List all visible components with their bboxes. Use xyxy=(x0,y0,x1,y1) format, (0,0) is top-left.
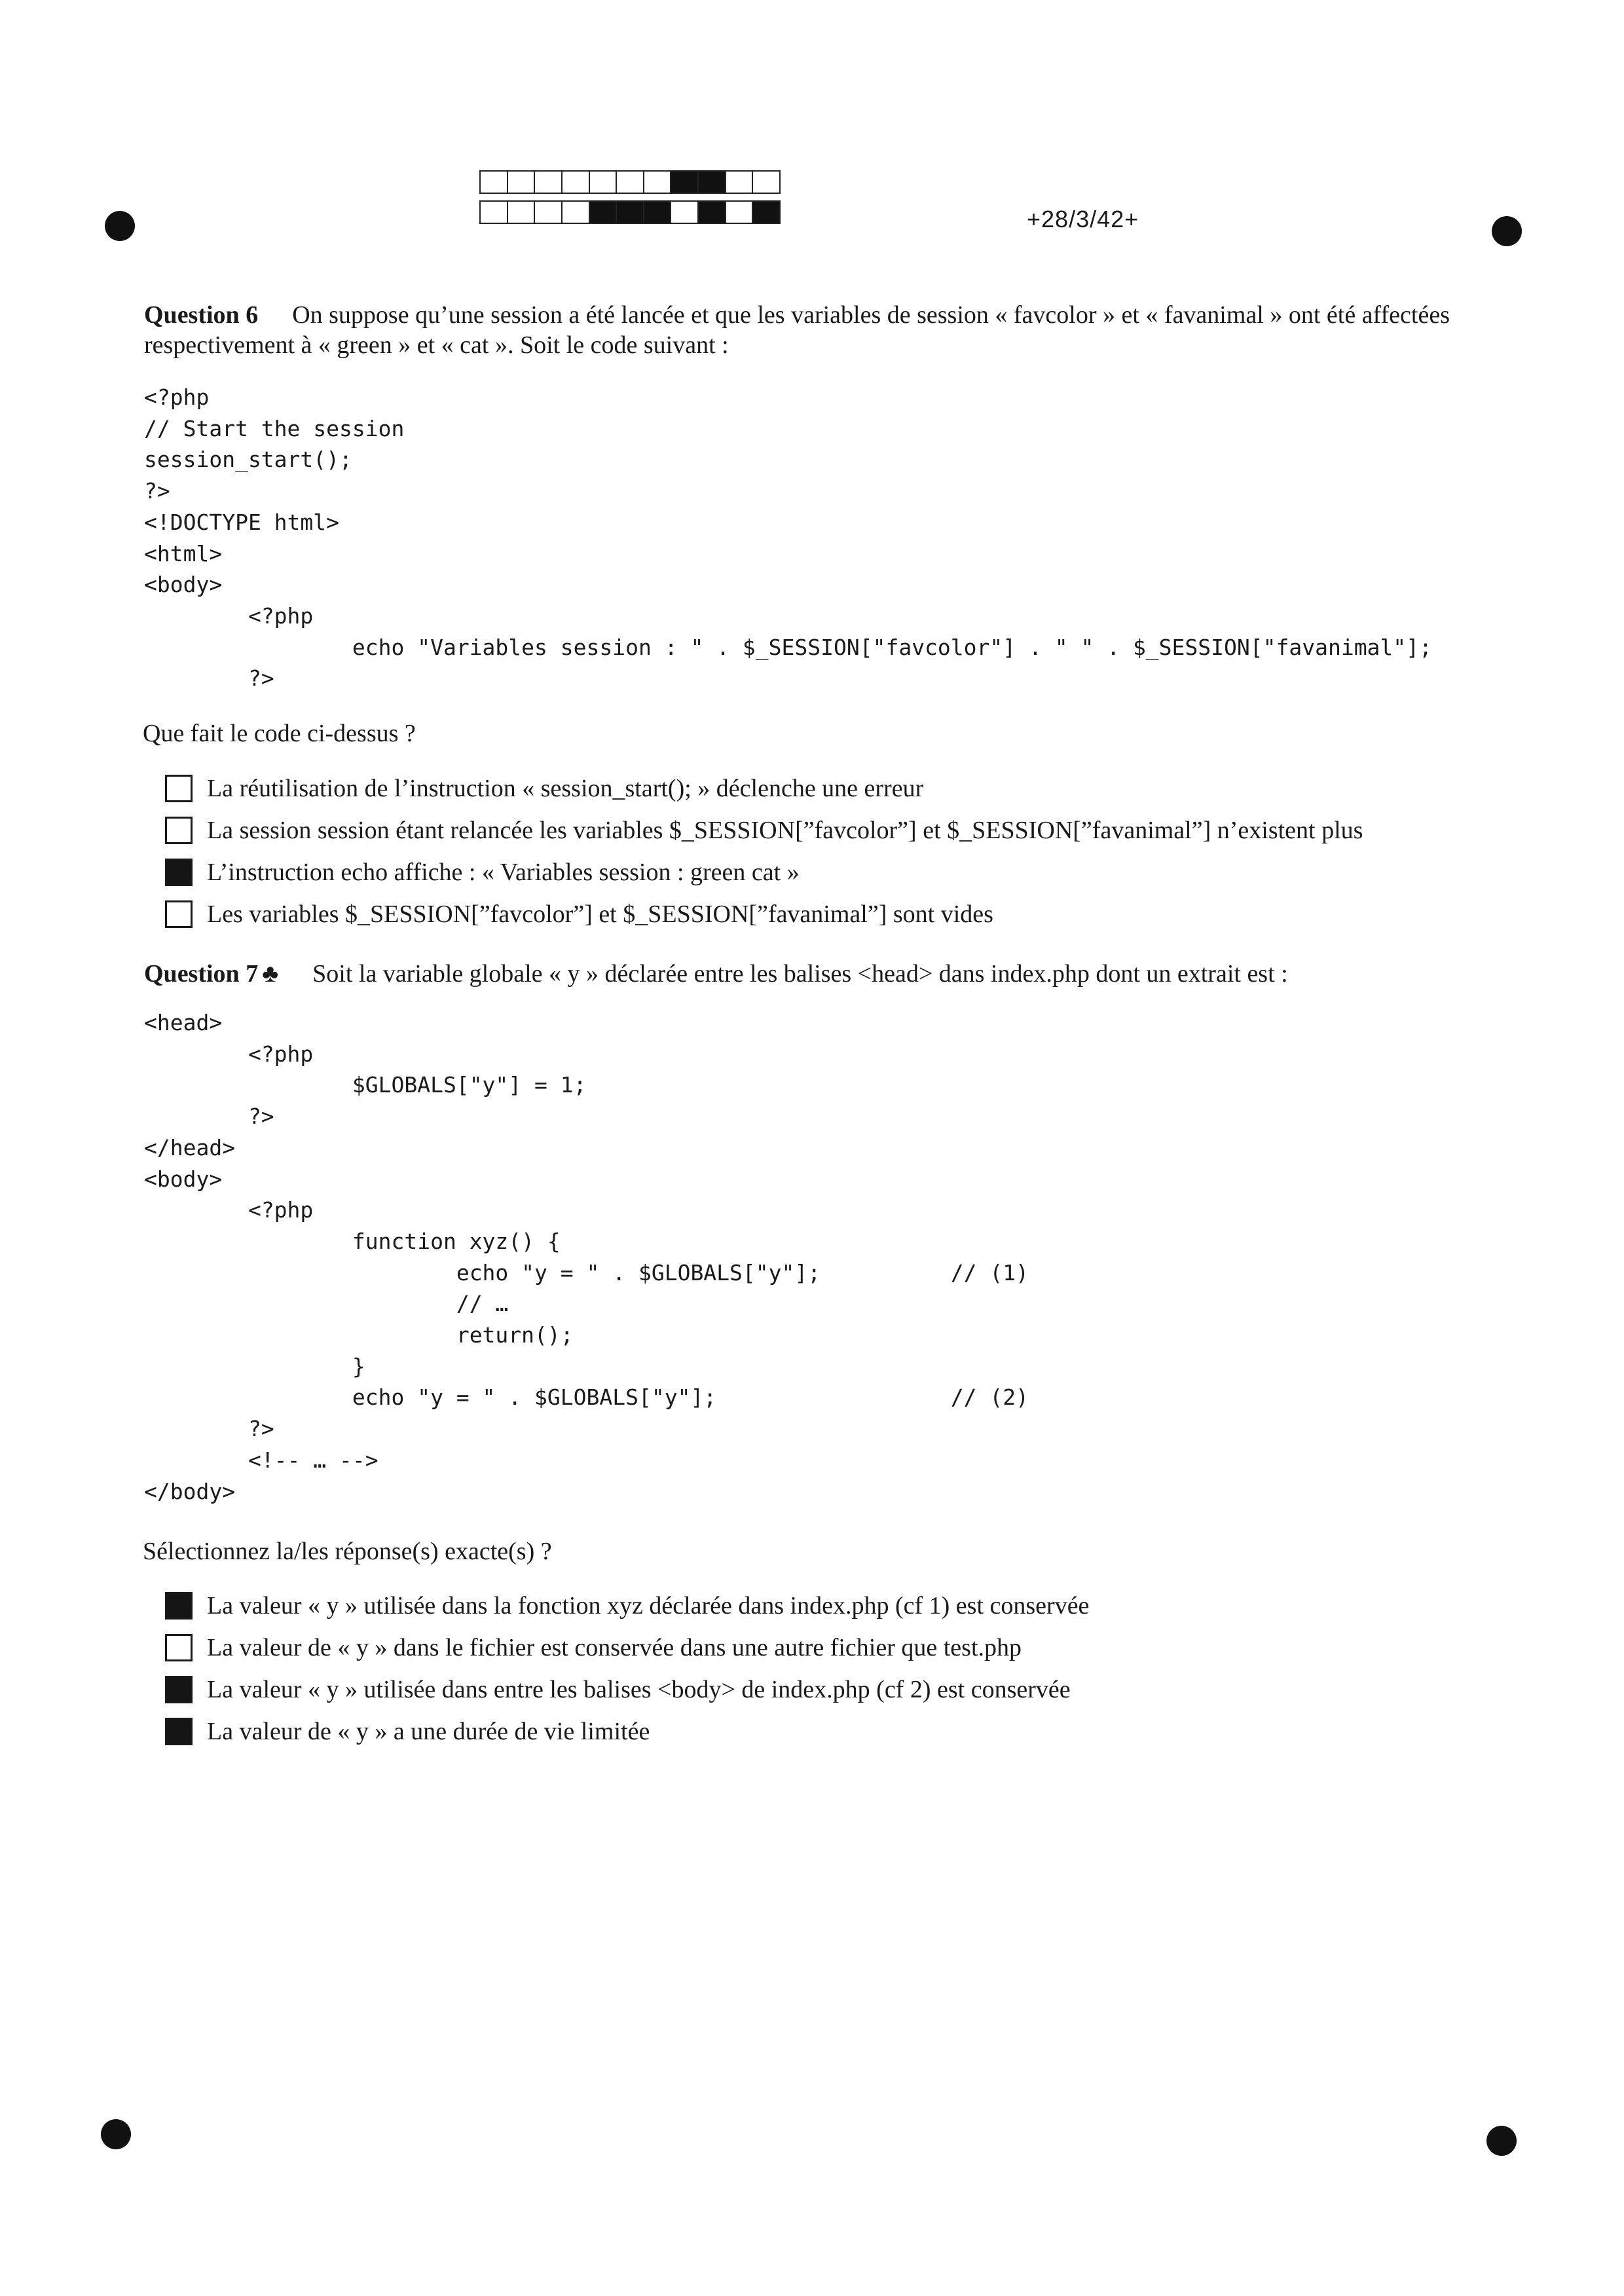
registration-mark-top-right xyxy=(1492,216,1522,246)
barcode-cell xyxy=(616,170,644,194)
barcode-cell xyxy=(697,170,726,194)
checkbox[interactable] xyxy=(165,775,193,802)
question-6-label: Question 6 xyxy=(144,301,259,329)
checkbox[interactable] xyxy=(165,1634,193,1661)
registration-mark-bottom-left xyxy=(101,2119,131,2149)
page-id: +28/3/42+ xyxy=(1027,206,1139,232)
barcode-cell xyxy=(507,200,536,224)
barcode-cell xyxy=(561,200,590,224)
question-7-label: Question 7 ♣ xyxy=(144,960,279,988)
barcode-cell xyxy=(752,170,781,194)
checkbox[interactable] xyxy=(165,1718,193,1745)
q7-choice-4[interactable] xyxy=(165,1714,650,1749)
question-6-code: <?php // Start the session session_start(); ?> <!DOCTYPE html> <html> <body> <?php echo "Variables session : " . $_SESSION["favcolor"] . " " . $_SESSION["favanimal"]; ?> xyxy=(144,384,1432,692)
q7-choice-3[interactable] xyxy=(165,1673,1071,1707)
question-6 xyxy=(144,300,1493,360)
barcode-cell xyxy=(534,170,563,194)
barcode-cell xyxy=(616,200,644,224)
choice-text: Les variables $_SESSION[”favcolor”] et $_SESSION[”favanimal”] sont vides xyxy=(207,900,993,928)
checkbox[interactable] xyxy=(165,859,193,886)
choice-text: La valeur « y » utilisée dans la fonction xyz déclarée dans index.php (cf 1) est conservée xyxy=(207,1592,1090,1620)
barcode-cell xyxy=(479,170,508,194)
barcode-cell xyxy=(589,200,618,224)
barcode-cell xyxy=(589,170,618,194)
q6-choice-4[interactable] xyxy=(165,897,993,931)
barcode-cell xyxy=(643,170,672,194)
choice-text: La valeur « y » utilisée dans entre les balises <body> de index.php (cf 2) est conservée xyxy=(207,1676,1071,1703)
registration-mark-top-left xyxy=(105,211,135,241)
registration-mark-bottom-right xyxy=(1486,2126,1517,2156)
question-7-code: <head> <?php $GLOBALS["y"] = 1; ?> </head> <body> <?php function xyz() { echo "y = " . $GLOBALS["y"]; // (1) // … return(); } echo "y = " . $GLOBALS["y"]; // (2) ?> <!-- … --> </body> xyxy=(144,1010,1029,1504)
q6-choice-1[interactable] xyxy=(165,771,923,805)
barcode-cell xyxy=(561,170,590,194)
barcode-cell xyxy=(697,200,726,224)
question-6-text: On suppose qu’une session a été lancée et que les variables de session « favcolor » et « favanimal » ont été affectées respectivement à « green » et « cat ». Soit le code suivant : xyxy=(144,301,1450,359)
question-6-prompt: Que fait le code ci-dessus ? xyxy=(143,720,416,747)
club-icon: ♣ xyxy=(262,960,279,988)
question-7-prompt: Sélectionnez la/les réponse(s) exacte(s) ? xyxy=(143,1538,552,1565)
question-7-text: Soit la variable globale « y » déclarée entre les balises <head> dans index.php dont un extrait est : xyxy=(312,960,1288,988)
checkbox[interactable] xyxy=(165,900,193,928)
barcode-cell xyxy=(507,170,536,194)
barcode-cell xyxy=(479,200,508,224)
barcode-cell xyxy=(643,200,672,224)
barcode-cell xyxy=(670,170,699,194)
choice-text: La valeur de « y » a une durée de vie limitée xyxy=(207,1718,650,1745)
q7-choice-2[interactable] xyxy=(165,1631,1022,1665)
choice-text: La session session étant relancée les variables $_SESSION[”favcolor”] et $_SESSION[”favanimal”] n’existent plus xyxy=(207,817,1363,844)
q7-choice-1[interactable] xyxy=(165,1589,1089,1623)
barcode-cell xyxy=(670,200,699,224)
barcode-cell xyxy=(725,200,754,224)
barcode-cell xyxy=(752,200,781,224)
barcode-row-2 xyxy=(481,200,781,224)
q6-choice-2[interactable] xyxy=(165,813,1363,847)
choice-text: La réutilisation de l’instruction « session_start(); » déclenche une erreur xyxy=(207,775,924,802)
q6-choice-3[interactable] xyxy=(165,855,800,889)
choice-text: La valeur de « y » dans le fichier est conservée dans une autre fichier que test.php xyxy=(207,1634,1022,1661)
barcode-cell xyxy=(534,200,563,224)
checkbox[interactable] xyxy=(165,1592,193,1620)
checkbox[interactable] xyxy=(165,1676,193,1703)
barcode-cell xyxy=(725,170,754,194)
barcode-row-1 xyxy=(481,170,781,194)
choice-text: L’instruction echo affiche : « Variables session : green cat » xyxy=(207,859,800,886)
question-7 xyxy=(144,959,1493,989)
checkbox[interactable] xyxy=(165,817,193,844)
